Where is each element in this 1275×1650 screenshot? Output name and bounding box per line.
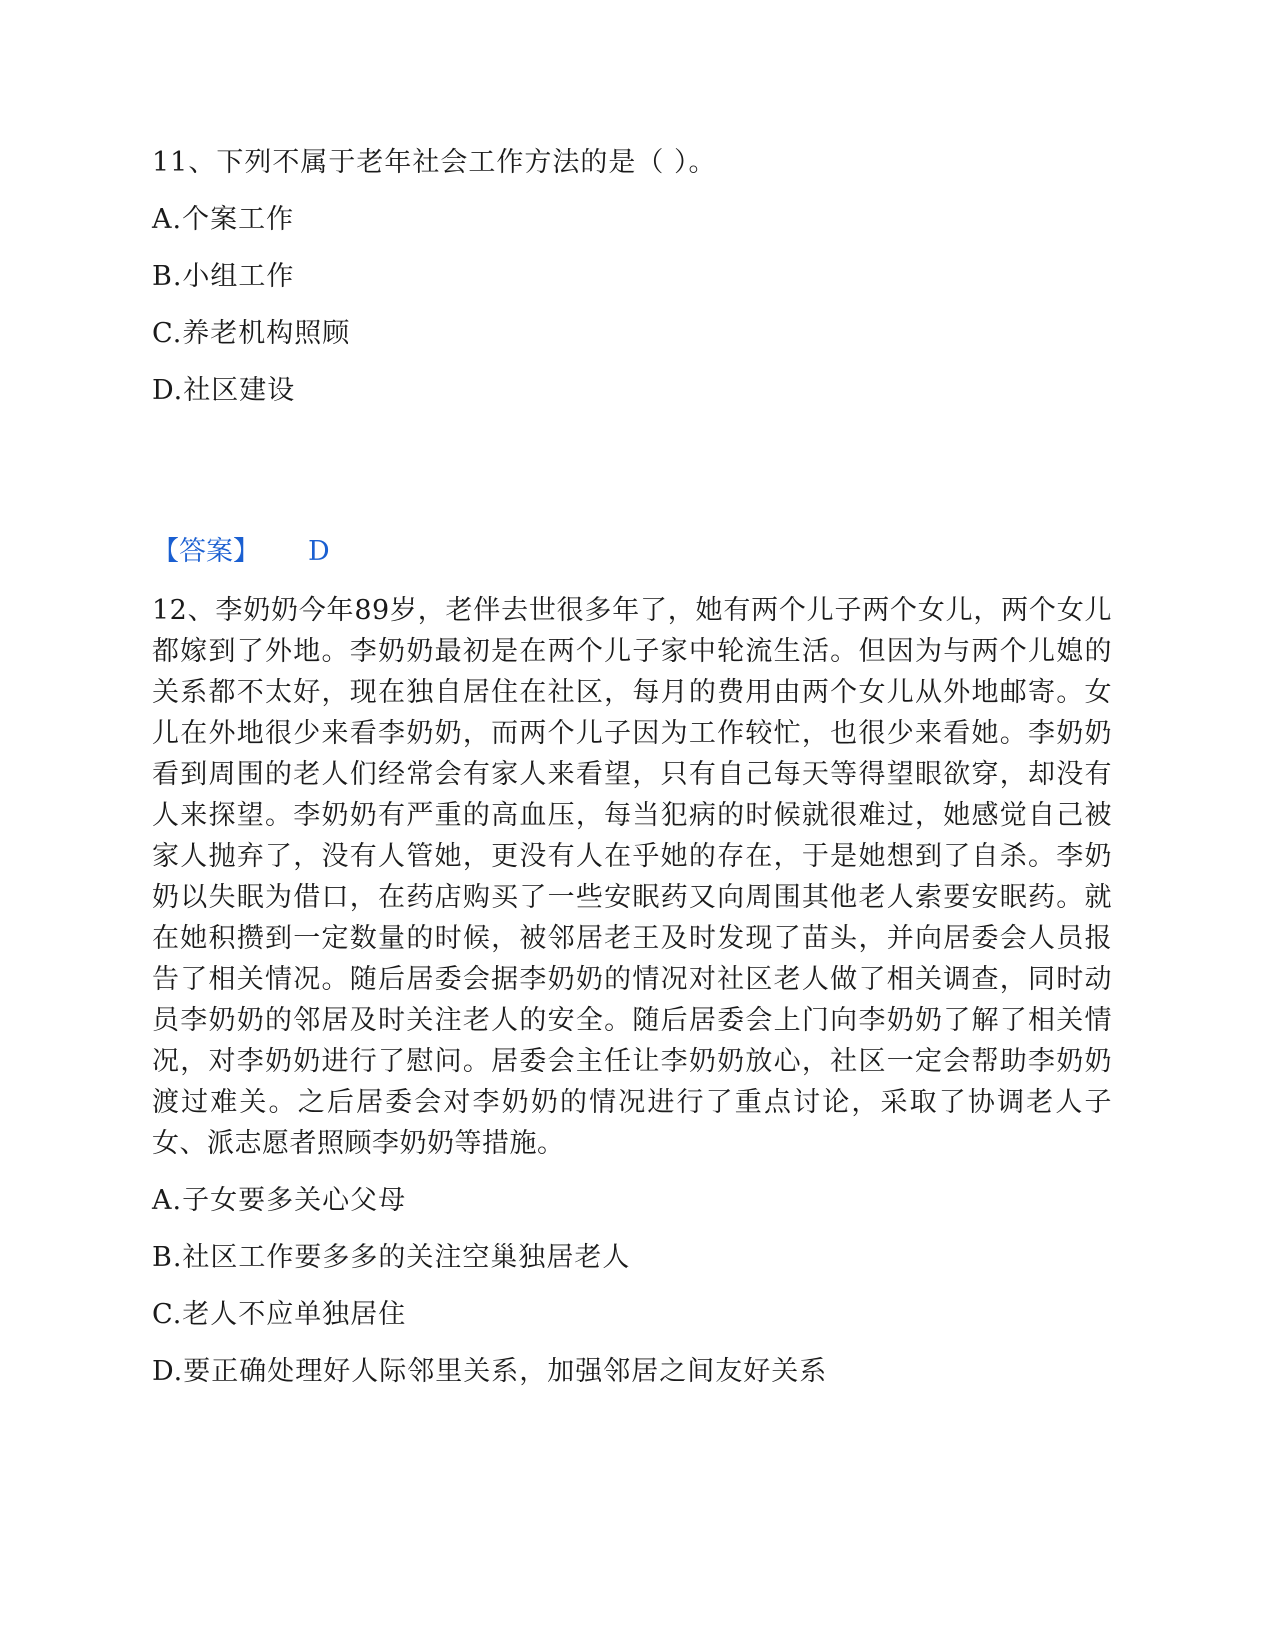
answer-line bbox=[152, 532, 330, 572]
question-11-stem: 11、下列不属于老年社会工作方法的是（ ）。 bbox=[152, 147, 717, 178]
question-11-option-d: D.社区建设 bbox=[152, 375, 296, 406]
question-11 bbox=[152, 143, 1112, 411]
question-12 bbox=[152, 590, 1112, 1392]
question-12-option-a: A.子女要多关心父母 bbox=[152, 1185, 407, 1216]
question-12-option-c: C.老人不应单独居住 bbox=[152, 1299, 407, 1330]
answer-value: D bbox=[308, 536, 330, 567]
question-11-option-a: A.个案工作 bbox=[152, 204, 295, 235]
question-12-option-d: D.要正确处理好人际邻里关系，加强邻居之间友好关系 bbox=[152, 1356, 828, 1387]
question-12-stem: 12、李奶奶今年89岁，老伴去世很多年了，她有两个儿子两个女儿，两个女儿都嫁到了外地。李奶奶最初是在两个儿子家中轮流生活。但因为与两个儿媳的关系都不太好，现在独自居住在社区，每月的费用由两个女儿从外地邮寄。女儿在外地很少来看李奶奶，而两个儿子因为工作较忙，也很少来看她。李奶奶看到周围的老人们经常会有家人来看望，只有自己每天等得望眼欲穿，却没有人来探望。李奶奶有严重的高血压，每当犯病的时候就很难过，她感觉自己被家人抛弃了，没有人管她，更没有人在乎她的存在，于是她想到了自杀。李奶奶以失眠为借口，在药店购买了一些安眠药又向周围其他老人索要安眠药。就在她积攒到一定数量的时候，被邻居老王及时发现了苗头，并向居委会人员报告了相关情况。随后居委会据李奶奶的情况对社区老人做了相关调查，同时动员李奶奶的邻居及时关注老人的安全。随后居委会上门向李奶奶了解了相关情况，对李奶奶进行了慰问。居委会主任让李奶奶放心，社区一定会帮助李奶奶渡过难关。之后居委会对李奶奶的情况进行了重点讨论，采取了协调老人子女、派志愿者照顾李奶奶等措施。 bbox=[152, 595, 1112, 1159]
question-11-option-b: B.小组工作 bbox=[152, 261, 295, 292]
question-11-option-c: C.养老机构照顾 bbox=[152, 318, 351, 349]
question-12-option-b: B.社区工作要多多的关注空巢独居老人 bbox=[152, 1242, 631, 1273]
answer-label: 【答案】 bbox=[152, 536, 260, 567]
